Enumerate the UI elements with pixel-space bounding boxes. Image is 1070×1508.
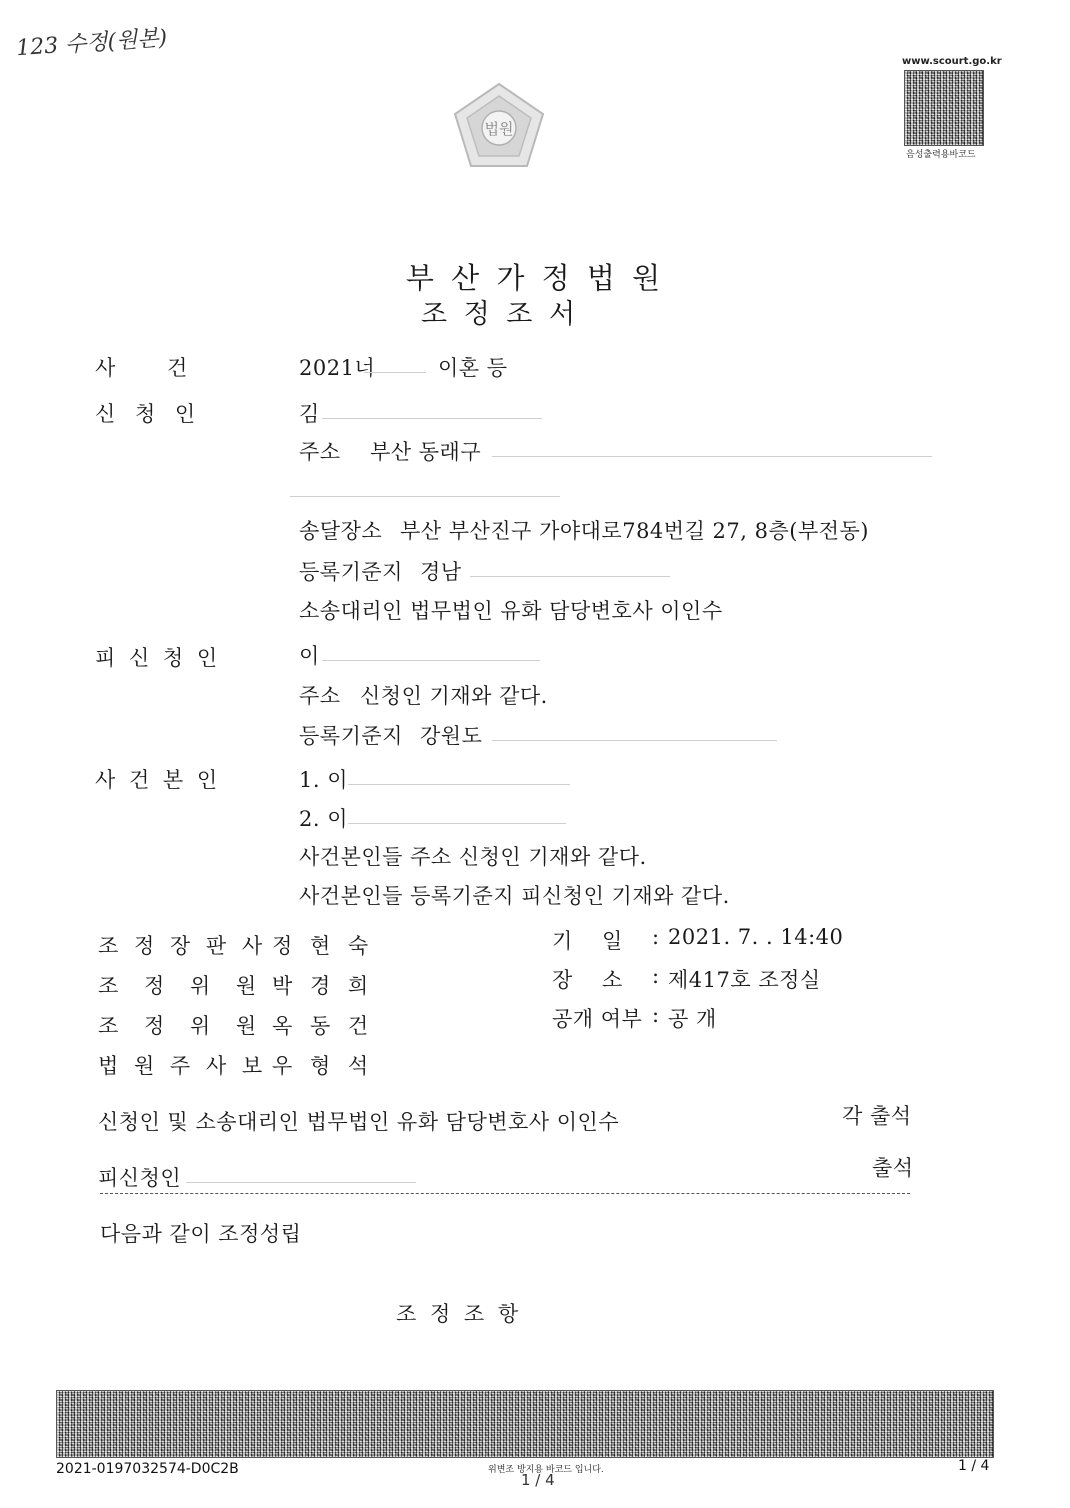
- mediation-result: 다음과 같이 조정성립: [100, 1222, 302, 1246]
- attendance-party: 신청인 및 소송대리인 법무법인 유화 담당변호사 이인수: [98, 1110, 620, 1134]
- respondent-label: 피 신 청 인: [95, 646, 218, 670]
- applicant-name: 김: [299, 402, 320, 426]
- case-label: 사 건: [95, 356, 188, 380]
- handwritten-note: 123 수정(원본): [15, 25, 168, 62]
- official-role: 법 원 주 사 보: [98, 1054, 263, 1078]
- official-name: 정 현 숙: [272, 934, 369, 958]
- principals-registry: 사건본인들 등록기준지 피신청인 기재와 같다.: [299, 884, 730, 908]
- footer-barcode: [56, 1390, 994, 1458]
- principal-item: 1. 이: [299, 768, 348, 792]
- applicant-label: 신 청 인: [95, 402, 196, 426]
- session-place: 제417호 조정실: [668, 968, 821, 992]
- case-number: 2021너: [299, 356, 376, 380]
- footer-page: 1 / 4: [958, 1458, 990, 1474]
- session-colon: :: [652, 1003, 660, 1027]
- qr-code: [904, 70, 984, 146]
- court-seal-emblem: [445, 80, 553, 172]
- applicant-service-label: 송달장소: [299, 519, 383, 543]
- document-type: 조 정 조 서: [420, 299, 580, 330]
- section-title: 조 정 조 항: [396, 1302, 519, 1326]
- respondent-registry-label: 등록기준지: [299, 724, 403, 748]
- divider-dashed: [100, 1193, 910, 1194]
- official-name: 우 형 석: [272, 1054, 369, 1078]
- respondent-registry: 강원도: [420, 724, 483, 748]
- session-label-public: 공개 여부: [552, 1007, 643, 1031]
- applicant-registry-label: 등록기준지: [299, 560, 403, 584]
- session-colon: :: [652, 964, 660, 988]
- applicant-agent: 소송대리인 법무법인 유화 담당변호사 이인수: [299, 599, 723, 623]
- respondent-address: 신청인 기재와 같다.: [360, 684, 548, 708]
- session-label-date: 기 일: [552, 929, 623, 953]
- applicant-registry: 경남: [420, 560, 462, 584]
- court-name: 부 산 가 정 법 원: [405, 261, 665, 295]
- official-name: 박 경 희: [272, 974, 369, 998]
- respondent-address-label: 주소: [299, 684, 341, 708]
- attendance-status: 각 출석: [842, 1104, 912, 1128]
- applicant-address: 부산 동래구: [370, 440, 482, 464]
- footer-barcode-caption: 위변조 방지용 바코드 입니다.: [488, 1465, 604, 1475]
- session-public: 공 개: [668, 1007, 717, 1031]
- case-kind: 이혼 등: [438, 356, 508, 380]
- applicant-service-address: 부산 부산진구 가야대로784번길 27, 8층(부전동): [400, 519, 870, 543]
- principals-address: 사건본인들 주소 신청인 기재와 같다.: [299, 845, 647, 869]
- official-role: 조 정 장 판 사: [98, 934, 263, 958]
- official-name: 옥 동 건: [272, 1014, 369, 1038]
- principals-label: 사 건 본 인: [95, 768, 218, 792]
- attendance-party: 피신청인: [98, 1166, 182, 1190]
- qr-caption: 음성출력용바코드: [906, 150, 976, 160]
- applicant-address-label: 주소: [299, 440, 341, 464]
- seal-text: 법원: [484, 120, 514, 138]
- session-date: 2021. 7. . 14:40: [668, 925, 844, 949]
- principal-item: 2. 이: [299, 807, 348, 831]
- footer-page-center: 1 / 4: [521, 1471, 555, 1489]
- session-label-place: 장 소: [552, 968, 623, 992]
- official-role: 조 정 위 원: [98, 974, 257, 998]
- session-colon: :: [652, 925, 660, 949]
- attendance-status: 출석: [872, 1156, 914, 1180]
- qr-url: www.scourt.go.kr: [902, 56, 1002, 67]
- respondent-name: 이: [299, 644, 320, 668]
- official-role: 조 정 위 원: [98, 1014, 257, 1038]
- footer-doc-id: 2021-0197032574-D0C2B: [56, 1461, 239, 1477]
